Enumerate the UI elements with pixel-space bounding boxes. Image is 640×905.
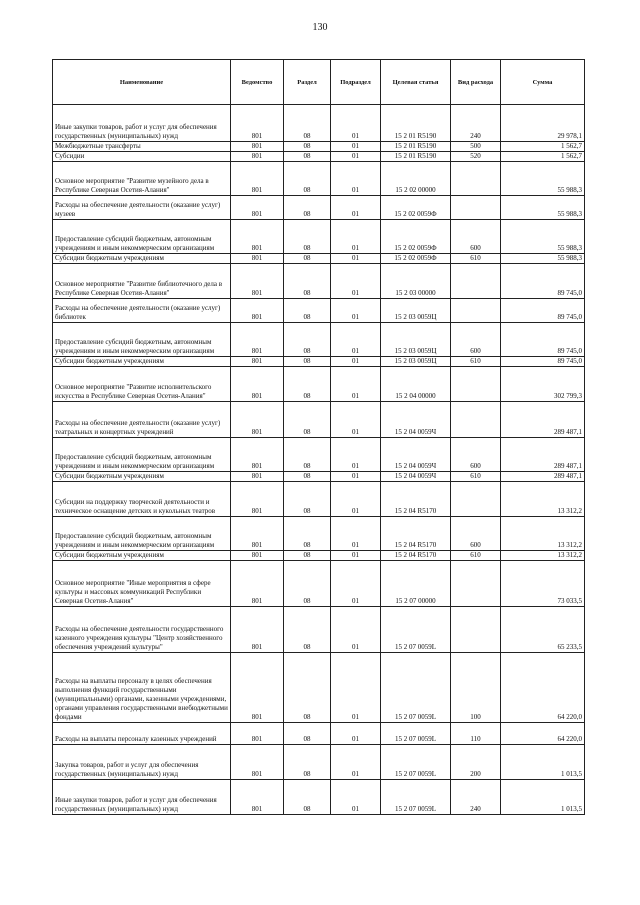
cell-subsection: 01 (331, 264, 381, 299)
cell-section: 08 (284, 723, 331, 745)
cell-name: Закупка товаров, работ и услуг для обеспечения государственных (муниципальных) нужд (53, 745, 231, 780)
cell-expense-type: 610 (451, 254, 501, 264)
cell-name: Основное мероприятие "Развитие музейного дела в Республике Северная Осетия-Алания" (53, 162, 231, 196)
cell-expense-type (451, 264, 501, 299)
cell-expense-type (451, 482, 501, 517)
cell-department: 801 (231, 561, 284, 607)
cell-name: Предоставление субсидий бюджетным, автономным учреждениям и иным некоммерческим организациям (53, 517, 231, 551)
cell-section: 08 (284, 402, 331, 438)
cell-expense-type (451, 162, 501, 196)
table-row (53, 472, 585, 482)
cell-target-article: 15 2 02 0059Ф (381, 220, 451, 254)
cell-section: 08 (284, 517, 331, 551)
cell-department: 801 (231, 142, 284, 152)
cell-expense-type: 610 (451, 551, 501, 561)
table-row (53, 152, 585, 162)
cell-expense-type (451, 607, 501, 653)
cell-sum: 64 220,0 (501, 723, 585, 745)
table-row (53, 367, 585, 402)
cell-section: 08 (284, 105, 331, 142)
cell-section: 08 (284, 196, 331, 220)
cell-expense-type (451, 402, 501, 438)
cell-department: 801 (231, 517, 284, 551)
table-row (53, 162, 585, 196)
cell-subsection: 01 (331, 357, 381, 367)
cell-subsection: 01 (331, 472, 381, 482)
cell-sum: 55 988,3 (501, 254, 585, 264)
cell-name: Расходы на обеспечение деятельности (оказание услуг) театральных и концертных учреждений (53, 402, 231, 438)
cell-subsection: 01 (331, 323, 381, 357)
cell-target-article: 15 2 01 R5190 (381, 105, 451, 142)
cell-section: 08 (284, 472, 331, 482)
cell-section: 08 (284, 607, 331, 653)
cell-subsection: 01 (331, 299, 381, 323)
cell-name: Субсидии на поддержку творческой деятельности и техническое оснащение детских и кукольных театров (53, 482, 231, 517)
cell-target-article: 15 2 04 R5170 (381, 482, 451, 517)
cell-sum: 29 978,1 (501, 105, 585, 142)
cell-target-article: 15 2 03 0059Ц (381, 299, 451, 323)
cell-expense-type: 600 (451, 517, 501, 551)
cell-subsection: 01 (331, 780, 381, 815)
cell-subsection: 01 (331, 551, 381, 561)
table-row (53, 551, 585, 561)
cell-sum: 289 487,1 (501, 472, 585, 482)
cell-sum: 289 487,1 (501, 438, 585, 472)
cell-subsection: 01 (331, 745, 381, 780)
cell-target-article: 15 2 07 0059L (381, 745, 451, 780)
cell-target-article: 15 2 07 0059L (381, 607, 451, 653)
cell-name: Иные закупки товаров, работ и услуг для обеспечения государственных (муниципальных) нужд (53, 105, 231, 142)
cell-subsection: 01 (331, 482, 381, 517)
cell-section: 08 (284, 438, 331, 472)
cell-target-article: 15 2 03 00000 (381, 264, 451, 299)
cell-subsection: 01 (331, 561, 381, 607)
cell-department: 801 (231, 607, 284, 653)
cell-subsection: 01 (331, 607, 381, 653)
cell-department: 801 (231, 745, 284, 780)
cell-department: 801 (231, 220, 284, 254)
cell-section: 08 (284, 367, 331, 402)
cell-subsection: 01 (331, 220, 381, 254)
cell-sum: 89 745,0 (501, 299, 585, 323)
cell-section: 08 (284, 653, 331, 723)
cell-section: 08 (284, 254, 331, 264)
cell-subsection: 01 (331, 367, 381, 402)
cell-name: Расходы на выплаты персоналу казенных учреждений (53, 723, 231, 745)
table-row (53, 323, 585, 357)
cell-target-article: 15 2 03 0059Ц (381, 323, 451, 357)
cell-name: Субсидии бюджетным учреждениям (53, 254, 231, 264)
table-row (53, 142, 585, 152)
cell-subsection: 01 (331, 142, 381, 152)
cell-target-article: 15 2 04 0059Ч (381, 472, 451, 482)
cell-expense-type: 100 (451, 653, 501, 723)
header-expense-type: Вид расхода (451, 60, 501, 105)
cell-department: 801 (231, 299, 284, 323)
cell-section: 08 (284, 551, 331, 561)
header-target-article: Целевая статья (381, 60, 451, 105)
cell-sum: 65 233,5 (501, 607, 585, 653)
table-row (53, 220, 585, 254)
cell-section: 08 (284, 152, 331, 162)
table-row (53, 264, 585, 299)
cell-name: Предоставление субсидий бюджетным, автономным учреждениям и иным некоммерческим организациям (53, 438, 231, 472)
cell-name: Расходы на обеспечение деятельности государственного казенного учреждения культуры "Центр хозяйственного обеспечения учреждений культуры" (53, 607, 231, 653)
cell-department: 801 (231, 472, 284, 482)
cell-section: 08 (284, 780, 331, 815)
cell-target-article: 15 2 02 00000 (381, 162, 451, 196)
cell-section: 08 (284, 561, 331, 607)
table-row (53, 607, 585, 653)
cell-name: Субсидии бюджетным учреждениям (53, 551, 231, 561)
table-row (53, 438, 585, 472)
cell-expense-type (451, 196, 501, 220)
cell-name: Расходы на обеспечение деятельности (оказание услуг) библиотек (53, 299, 231, 323)
cell-department: 801 (231, 367, 284, 402)
cell-department: 801 (231, 438, 284, 472)
table-row (53, 357, 585, 367)
cell-target-article: 15 2 07 0059L (381, 723, 451, 745)
cell-expense-type: 200 (451, 745, 501, 780)
cell-subsection: 01 (331, 517, 381, 551)
cell-section: 08 (284, 299, 331, 323)
cell-target-article: 15 2 04 0059Ч (381, 438, 451, 472)
table-row (53, 299, 585, 323)
cell-department: 801 (231, 254, 284, 264)
cell-expense-type: 110 (451, 723, 501, 745)
cell-section: 08 (284, 482, 331, 517)
cell-department: 801 (231, 323, 284, 357)
cell-sum: 1 013,5 (501, 745, 585, 780)
cell-section: 08 (284, 162, 331, 196)
table-row (53, 745, 585, 780)
cell-target-article: 15 2 07 0059L (381, 653, 451, 723)
cell-target-article: 15 2 07 00000 (381, 561, 451, 607)
cell-name: Субсидии (53, 152, 231, 162)
header-name: Наименование (53, 60, 231, 105)
cell-department: 801 (231, 357, 284, 367)
cell-target-article: 15 2 04 R5170 (381, 551, 451, 561)
table-row (53, 561, 585, 607)
cell-expense-type: 610 (451, 357, 501, 367)
cell-target-article: 15 2 07 0059L (381, 780, 451, 815)
cell-subsection: 01 (331, 196, 381, 220)
cell-expense-type: 610 (451, 472, 501, 482)
cell-subsection: 01 (331, 438, 381, 472)
cell-target-article: 15 2 02 0059Ф (381, 254, 451, 264)
cell-department: 801 (231, 152, 284, 162)
cell-section: 08 (284, 142, 331, 152)
cell-section: 08 (284, 264, 331, 299)
cell-target-article: 15 2 01 R5190 (381, 152, 451, 162)
cell-name: Субсидии бюджетным учреждениям (53, 357, 231, 367)
cell-sum: 89 745,0 (501, 323, 585, 357)
cell-sum: 73 033,5 (501, 561, 585, 607)
cell-expense-type (451, 299, 501, 323)
cell-expense-type: 520 (451, 152, 501, 162)
cell-sum: 1 013,5 (501, 780, 585, 815)
cell-sum: 13 312,2 (501, 551, 585, 561)
cell-sum: 89 745,0 (501, 357, 585, 367)
header-sum: Сумма (501, 60, 585, 105)
budget-table (52, 59, 585, 815)
table-row (53, 517, 585, 551)
cell-sum: 13 312,2 (501, 517, 585, 551)
cell-expense-type: 240 (451, 780, 501, 815)
cell-section: 08 (284, 745, 331, 780)
cell-target-article: 15 2 04 0059Ч (381, 402, 451, 438)
cell-subsection: 01 (331, 162, 381, 196)
cell-subsection: 01 (331, 105, 381, 142)
cell-name: Основное мероприятие "Иные мероприятия в сфере культуры и массовых коммуникаций Республики Северная Осетия-Алания" (53, 561, 231, 607)
cell-subsection: 01 (331, 254, 381, 264)
cell-department: 801 (231, 780, 284, 815)
cell-name: Субсидии бюджетным учреждениям (53, 472, 231, 482)
cell-sum: 1 562,7 (501, 152, 585, 162)
cell-sum: 55 988,3 (501, 196, 585, 220)
cell-department: 801 (231, 551, 284, 561)
cell-name: Предоставление субсидий бюджетным, автономным учреждениям и иным некоммерческим организациям (53, 220, 231, 254)
cell-sum: 289 487,1 (501, 402, 585, 438)
cell-sum: 302 799,3 (501, 367, 585, 402)
cell-expense-type (451, 367, 501, 402)
table-row (53, 196, 585, 220)
table-row (53, 482, 585, 517)
cell-name: Предоставление субсидий бюджетным, автономным учреждениям и иным некоммерческим организациям (53, 323, 231, 357)
table-row (53, 653, 585, 723)
cell-subsection: 01 (331, 402, 381, 438)
cell-target-article: 15 2 04 R5170 (381, 517, 451, 551)
cell-expense-type: 600 (451, 438, 501, 472)
cell-target-article: 15 2 01 R5190 (381, 142, 451, 152)
table-row (53, 254, 585, 264)
cell-subsection: 01 (331, 723, 381, 745)
table-row (53, 723, 585, 745)
cell-target-article: 15 2 02 0059Ф (381, 196, 451, 220)
cell-name: Расходы на обеспечение деятельности (оказание услуг) музеев (53, 196, 231, 220)
table-row (53, 105, 585, 142)
cell-name: Основное мероприятие "Развитие библиотечного дела в Республике Северная Осетия-Алания" (53, 264, 231, 299)
cell-department: 801 (231, 402, 284, 438)
page-number: 130 (312, 22, 328, 33)
table-header (53, 60, 585, 105)
cell-name: Расходы на выплаты персоналу в целях обеспечения выполнения функций государственными (муниципальными) органами, казенными учреждениями, органами управления государственными внебюджетными фондами (53, 653, 231, 723)
header-subsection: Подраздел (331, 60, 381, 105)
cell-subsection: 01 (331, 152, 381, 162)
cell-section: 08 (284, 323, 331, 357)
cell-sum: 13 312,2 (501, 482, 585, 517)
cell-department: 801 (231, 105, 284, 142)
cell-name: Межбюджетные трансферты (53, 142, 231, 152)
table-row (53, 780, 585, 815)
cell-name: Основное мероприятие "Развитие исполнительского искусства в Республике Северная Осетия-Алания" (53, 367, 231, 402)
cell-expense-type: 600 (451, 220, 501, 254)
cell-department: 801 (231, 723, 284, 745)
cell-name: Иные закупки товаров, работ и услуг для обеспечения государственных (муниципальных) нужд (53, 780, 231, 815)
cell-expense-type: 240 (451, 105, 501, 142)
header-section: Раздел (284, 60, 331, 105)
table-row (53, 402, 585, 438)
cell-department: 801 (231, 264, 284, 299)
cell-department: 801 (231, 482, 284, 517)
cell-department: 801 (231, 653, 284, 723)
cell-target-article: 15 2 04 00000 (381, 367, 451, 402)
cell-section: 08 (284, 357, 331, 367)
cell-expense-type (451, 561, 501, 607)
cell-sum: 55 988,3 (501, 162, 585, 196)
cell-sum: 89 745,0 (501, 264, 585, 299)
cell-section: 08 (284, 220, 331, 254)
cell-department: 801 (231, 162, 284, 196)
cell-subsection: 01 (331, 653, 381, 723)
cell-expense-type: 600 (451, 323, 501, 357)
header-department: Ведомство (231, 60, 284, 105)
cell-sum: 64 220,0 (501, 653, 585, 723)
table-body (53, 105, 585, 815)
cell-department: 801 (231, 196, 284, 220)
cell-sum: 1 562,7 (501, 142, 585, 152)
cell-target-article: 15 2 03 0059Ц (381, 357, 451, 367)
cell-expense-type: 500 (451, 142, 501, 152)
cell-sum: 55 988,3 (501, 220, 585, 254)
